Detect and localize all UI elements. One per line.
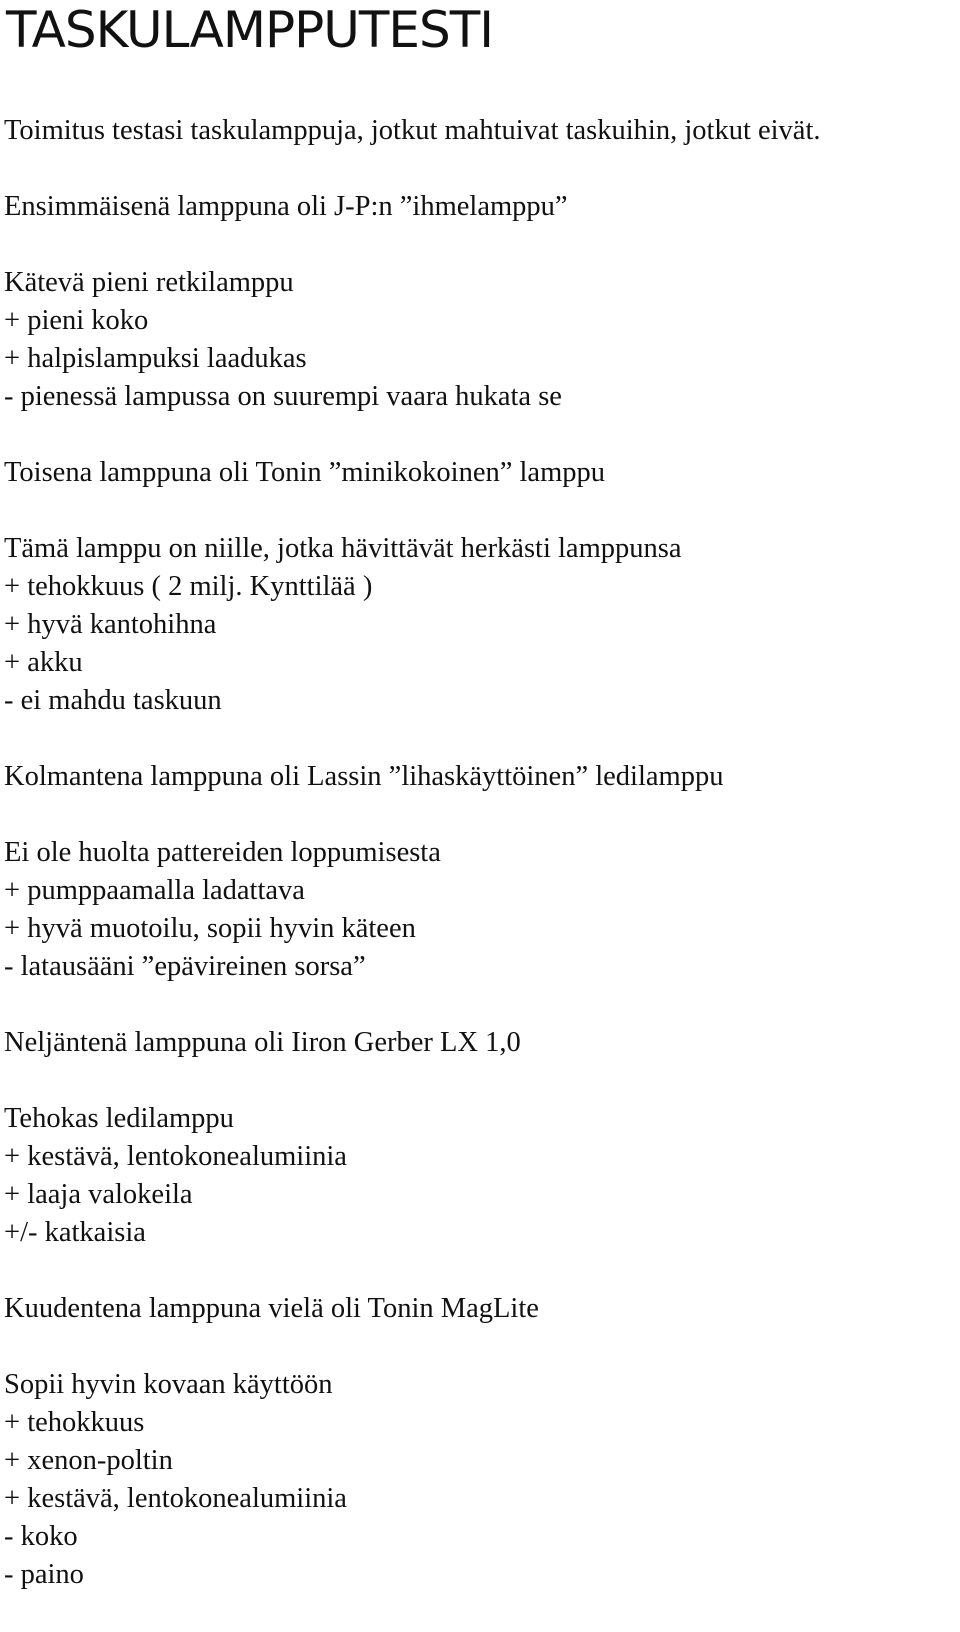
text-line: Kuudentena lamppuna vielä oli Tonin MagLite	[4, 1293, 539, 1324]
text-line: Ensimmäisenä lamppuna oli J-P:n ”ihmelamppu”	[4, 191, 568, 222]
text-line: Tämä lamppu on niille, jotka hävittävät herkästi lamppunsa	[4, 533, 682, 564]
document-body	[4, 112, 954, 1632]
text-line: + halpislampuksi laadukas	[4, 343, 307, 374]
document-title: TASKULAMPPUTESTI	[6, 1, 494, 59]
text-line: Sopii hyvin kovaan käyttöön	[4, 1369, 333, 1400]
text-line: Tehokas ledilamppu	[4, 1103, 234, 1134]
text-line: + kestävä, lentokonealumiinia	[4, 1483, 347, 1514]
paragraph	[4, 112, 954, 150]
paragraph	[4, 264, 954, 416]
text-line: + tehokkuus ( 2 milj. Kynttilää )	[4, 571, 373, 602]
text-line: Kolmantena lamppuna oli Lassin ”lihaskäyttöinen” ledilamppu	[4, 761, 724, 792]
paragraph	[4, 454, 954, 492]
text-line: Ei ole huolta pattereiden loppumisesta	[4, 837, 441, 868]
text-line: - ei mahdu taskuun	[4, 685, 222, 716]
text-line: + xenon-poltin	[4, 1445, 173, 1476]
text-line: Neljäntenä lamppuna oli Iiron Gerber LX 1,0	[4, 1027, 521, 1058]
text-line: + pieni koko	[4, 305, 149, 336]
paragraph	[4, 834, 954, 986]
text-line: + pumppaamalla ladattava	[4, 875, 305, 906]
text-line: + tehokkuus	[4, 1407, 145, 1438]
paragraph	[4, 1024, 954, 1062]
paragraph	[4, 1100, 954, 1252]
paragraph	[4, 1366, 954, 1594]
text-line: Kätevä pieni retkilamppu	[4, 267, 294, 298]
text-line: + kestävä, lentokonealumiinia	[4, 1141, 347, 1172]
text-line: + laaja valokeila	[4, 1179, 193, 1210]
paragraph	[4, 1290, 954, 1328]
text-line: - latausääni ”epävireinen sorsa”	[4, 951, 366, 982]
paragraph	[4, 758, 954, 796]
text-line: Toisena lamppuna oli Tonin ”minikokoinen” lamppu	[4, 457, 606, 488]
text-line: - koko	[4, 1521, 78, 1552]
paragraph	[4, 530, 954, 720]
text-line: - paino	[4, 1559, 84, 1590]
text-line: Toimitus testasi taskulamppuja, jotkut mahtuivat taskuihin, jotkut eivät.	[4, 115, 821, 146]
text-line: +/- katkaisia	[4, 1217, 146, 1248]
text-line: + hyvä muotoilu, sopii hyvin käteen	[4, 913, 416, 944]
paragraph	[4, 188, 954, 226]
text-line: - pienessä lampussa on suurempi vaara hukata se	[4, 381, 562, 412]
text-line: + akku	[4, 647, 83, 678]
text-line: + hyvä kantohihna	[4, 609, 217, 640]
